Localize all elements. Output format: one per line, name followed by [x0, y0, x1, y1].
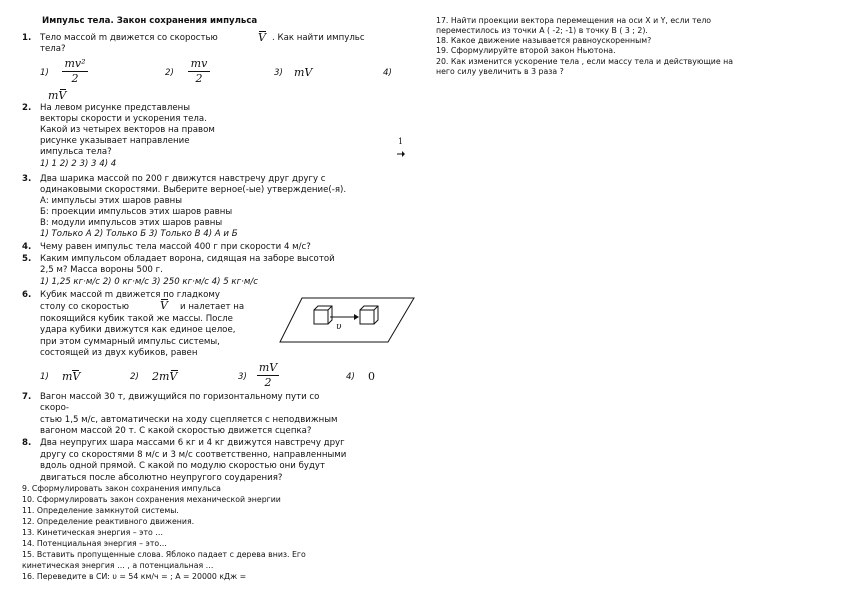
- q6-line-1: Кубик массой m движется по гладкому: [40, 290, 220, 300]
- question-20: 20. Как изменится ускорение тела , если массу тела и действующие на: [436, 57, 734, 66]
- q8-line-2: другу со скоростями 8 м/с и 3 м/с соответственно, направленными: [40, 450, 347, 460]
- q6-figure-velocity-label: υ: [336, 322, 342, 332]
- question-15: 15. Вставить пропущенные слова. Яблоко падает с дерева вниз. Его: [22, 550, 306, 559]
- q6-opt2-value: 2mV: [152, 370, 178, 383]
- question-9: 9. Сформулировать закон сохранения импульса: [22, 484, 221, 493]
- q6-opt2-label: 2): [130, 372, 139, 382]
- q6-figure-cubes-on-table: [278, 296, 416, 344]
- q1-opt4-value: mV: [48, 89, 67, 102]
- q6-vector-v: V: [160, 299, 168, 312]
- q1-opt2-fraction: mv 2: [188, 58, 210, 85]
- q6-opt4-value: 0: [368, 370, 375, 383]
- q3-answers: 1) Только А 2) Только Б 3) Только В 4) А и Б: [40, 229, 238, 239]
- q2-line-1: На левом рисунке представлены: [40, 103, 191, 113]
- q5-answers: 1) 1,25 кг·м/с 2) 0 кг·м/с 3) 250 кг·м/с 4) 5 кг·м/с: [40, 277, 258, 287]
- q4-number: 4.: [22, 242, 32, 252]
- q6-line-2: столу со скоростью: [40, 302, 129, 312]
- question-18: 18. Какое движение называется равноускоренным?: [436, 36, 652, 45]
- q1-opt2-label: 2): [165, 68, 174, 78]
- q6-vector-arrow: [161, 299, 168, 300]
- q6-opt1-label: 1): [40, 372, 49, 382]
- question-11: 11. Определение замкнутой системы.: [22, 506, 179, 515]
- q7-line-2: скоро-: [40, 403, 69, 413]
- q1-text-2: тела?: [40, 44, 66, 54]
- q5-line-2: 2,5 м? Масса вороны 500 г.: [40, 265, 163, 275]
- q1-vector-arrow: [259, 31, 266, 32]
- q3-line-1: Два шарика массой по 200 г движутся навстречу друг другу с: [40, 174, 326, 184]
- q6-opt2-arrow: [171, 370, 178, 371]
- question-13: 13. Кинетическая энергия – это …: [22, 528, 164, 537]
- q3-line-2: одинаковыми скоростями. Выберите верное(-ые) утверждение(-я).: [40, 185, 347, 195]
- q1-text: Тело массой m движется со скоростью: [40, 33, 218, 43]
- question-15-cont: кинетическая энергия … , а потенциальная …: [22, 561, 214, 570]
- q8-line-1: Два неупругих шара массами 6 кг и 4 кг движутся навстречу друг: [40, 438, 345, 448]
- q6-opt1-value: mV: [62, 370, 81, 383]
- question-12: 12. Определение реактивного движения.: [22, 517, 195, 526]
- q6-line-4: удара кубики движутся как единое целое,: [40, 325, 236, 335]
- q6-line-2b: и налетает на: [180, 302, 245, 312]
- q1-opt3-value: mV: [294, 66, 313, 79]
- question-16: 16. Переведите в СИ: υ = 54 км/ч = ; А = 20000 кДж =: [22, 572, 247, 581]
- q6-line-6: состоящей из двух кубиков, равен: [40, 348, 198, 358]
- q1-opt1-label: 1): [40, 68, 49, 78]
- q2-line-4: рисунке указывает направление: [40, 136, 190, 146]
- q1-text-b: . Как найти импульс: [272, 33, 365, 43]
- question-20-cont: него силу увеличить в 3 раза ?: [436, 67, 564, 76]
- q3-line-5: В: модули импульсов этих шаров равны: [40, 218, 223, 228]
- q6-line-3: покоящийся кубик такой же массы. После: [40, 314, 233, 324]
- question-17-cont: переместилось из точки А ( -2; -1) в точку В ( 3 ; 2).: [436, 26, 648, 35]
- q2-number: 2.: [22, 103, 32, 113]
- q6-opt4-label: 4): [346, 372, 355, 382]
- q8-line-3: вдоль одной прямой. С какой по модулю скоростью они будут: [40, 461, 326, 471]
- q7-line-4: вагоном массой 20 т. С какой скоростью движется сцепка?: [40, 426, 312, 436]
- q7-number: 7.: [22, 392, 32, 402]
- q1-opt4-arrow: [60, 89, 66, 90]
- q6-opt3-fraction: mV 2: [258, 361, 278, 389]
- question-10: 10. Сформулировать закон сохранения механической энергии: [22, 495, 281, 504]
- q7-line-3: стью 1,5 м/с, автоматически на ходу сцепляется с неподвижным: [40, 415, 338, 425]
- q2-line-2: векторы скорости и ускорения тела.: [40, 114, 207, 124]
- q2-answers: 1) 1 2) 2 3) 3 4) 4: [40, 159, 117, 169]
- q2-line-5: импульса тела?: [40, 147, 112, 157]
- q3-number: 3.: [22, 174, 32, 184]
- q8-line-4: двигаться после абсолютно неупругого соударения?: [40, 473, 283, 483]
- question-17: 17. Найти проекции вектора перемещения на оси X и Y, если тело: [436, 16, 712, 25]
- q3-line-4: Б: проекции импульсов этих шаров равны: [40, 207, 233, 217]
- q2-arrow-icon: [396, 150, 406, 158]
- q1-opt4-label: 4): [383, 68, 392, 78]
- q2-line-3: Какой из четырех векторов на правом: [40, 125, 215, 135]
- q2-figure-label: 1: [398, 137, 404, 146]
- question-14: 14. Потенциальная энергия – это…: [22, 539, 167, 548]
- q5-number: 5.: [22, 254, 32, 264]
- q4-text: Чему равен импульс тела массой 400 г при скорости 4 м/с?: [40, 242, 311, 252]
- q1-opt3-label: 3): [274, 68, 283, 78]
- q1-opt1-fraction: mv² 2: [62, 58, 88, 85]
- question-19: 19. Сформулируйте второй закон Ньютона.: [436, 46, 616, 55]
- q5-line-1: Каким импульсом обладает ворона, сидящая на заборе высотой: [40, 254, 335, 264]
- q6-opt1-arrow: [72, 370, 79, 371]
- q1-vector-v: V: [258, 31, 266, 44]
- q6-line-5: при этом суммарный импульс системы,: [40, 337, 220, 347]
- q7-line-1: Вагон массой 30 т, движущийся по горизонтальному пути со: [40, 392, 320, 402]
- q1-number: 1.: [22, 33, 32, 43]
- q8-number: 8.: [22, 438, 32, 448]
- q6-opt3-label: 3): [238, 372, 247, 382]
- q3-line-3: А: импульсы этих шаров равны: [40, 196, 183, 206]
- page-title: Импульс тела. Закон сохранения импульса: [42, 16, 258, 26]
- q6-number: 6.: [22, 290, 32, 300]
